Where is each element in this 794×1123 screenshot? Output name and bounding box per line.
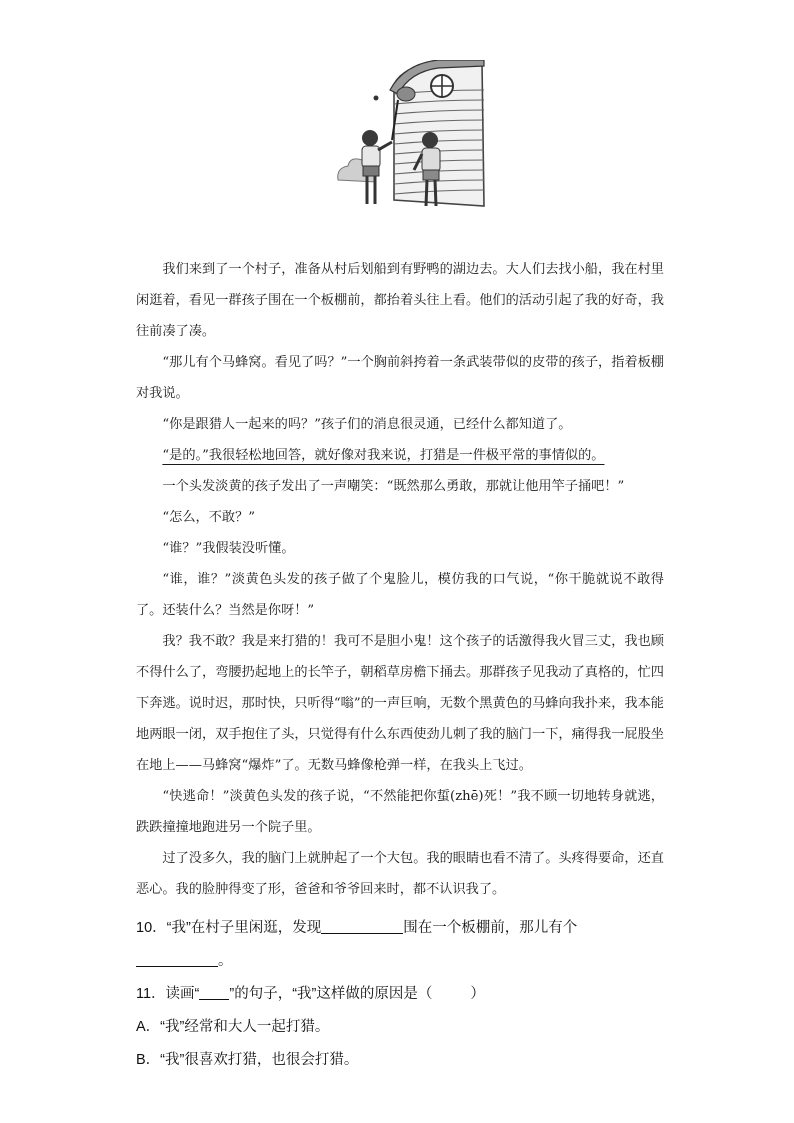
story-paragraph: 一个头发淡黄的孩子发出了一声嘲笑：“既然那么勇敢，那就让他用竿子捅吧！” bbox=[162, 479, 625, 494]
story-paragraph: “怎么，不敢？” bbox=[162, 510, 255, 525]
story-paragraph: “快逃命！”淡黄色头发的孩子说，“不然能把你蜇(zhē)死！”我不顾一切地转身就逃，跌跌撞撞地跑进另一个院子里。 bbox=[136, 789, 664, 835]
story-paragraph: “谁，谁？”淡黄色头发的孩子做了个鬼脸儿，模仿我的口气说，“你干脆就说不敢得了。还装什么？当然是你呀！” bbox=[136, 572, 664, 618]
question-11: 11．读画“ ”的句子，“我”这样做的原因是（ ） bbox=[136, 986, 485, 1002]
story-paragraph: “那儿有个马蜂窝。看见了吗？”一个胸前斜挎着一条武装带似的皮带的孩子，指着板棚对我说。 bbox=[136, 355, 664, 401]
underlined-sentence: “是的。”我很轻松地回答，就好像对我来说，打猎是一件极平常的事情似的。 bbox=[162, 448, 605, 463]
story-illustration bbox=[334, 60, 486, 216]
story-paragraph: 我？我不敢？我是来打猎的！我可不是胆小鬼！这个孩子的话激得我火冒三丈，我也顾不得什么了，弯腰扔起地上的长竿子，朝稻草房檐下捅去。那群孩子见我动了真格的，忙四下奔逃。说时迟，那时快，只听得“嗡”的一声巨响，无数个黑黄色的马蜂向我扑来，我本能地两眼一闭，双手抱住了头，只觉得有什么东西使劲儿刺了我的脑门一下，痛得我一屁股坐在地上——马蜂窝“爆炸”了。无数马蜂像枪弹一样，在我头上飞过。 bbox=[136, 634, 664, 773]
question-section bbox=[136, 912, 696, 1077]
story-paragraph: “谁？”我假装没听懂。 bbox=[162, 541, 295, 556]
underline-sample bbox=[199, 985, 229, 1001]
story-paragraph: 我们来到了一个村子，准备从村后划船到有野鸭的湖边去。大人们去找小船，我在村里闲逛着，看见一群孩子围在一个板棚前，都抬着头往上看。他们的活动引起了我的好奇，我往前凑了凑。 bbox=[136, 262, 664, 339]
question-10: 10．“我”在村子里闲逛，发现 围在一个板棚前，那儿有个 bbox=[136, 920, 578, 936]
story-paragraph: “你是跟猎人一起来的吗？”孩子们的消息很灵通，已经什么都知道了。 bbox=[162, 417, 572, 432]
answer-blank[interactable] bbox=[136, 952, 218, 968]
story-paragraph: 过了没多久，我的脑门上就肿起了一个大包。我的眼睛也看不清了。头疼得要命，还直恶心。我的脸肿得变了形，爸爸和爷爷回来时，都不认识我了。 bbox=[136, 851, 664, 897]
answer-blank[interactable] bbox=[321, 919, 403, 935]
story-passage bbox=[136, 254, 664, 905]
option-b[interactable]: B．“我”很喜欢打猎，也很会打猎。 bbox=[136, 1052, 359, 1068]
question-10-continued: 。 bbox=[136, 945, 696, 978]
option-a[interactable]: A．“我”经常和大人一起打猎。 bbox=[136, 1019, 330, 1035]
